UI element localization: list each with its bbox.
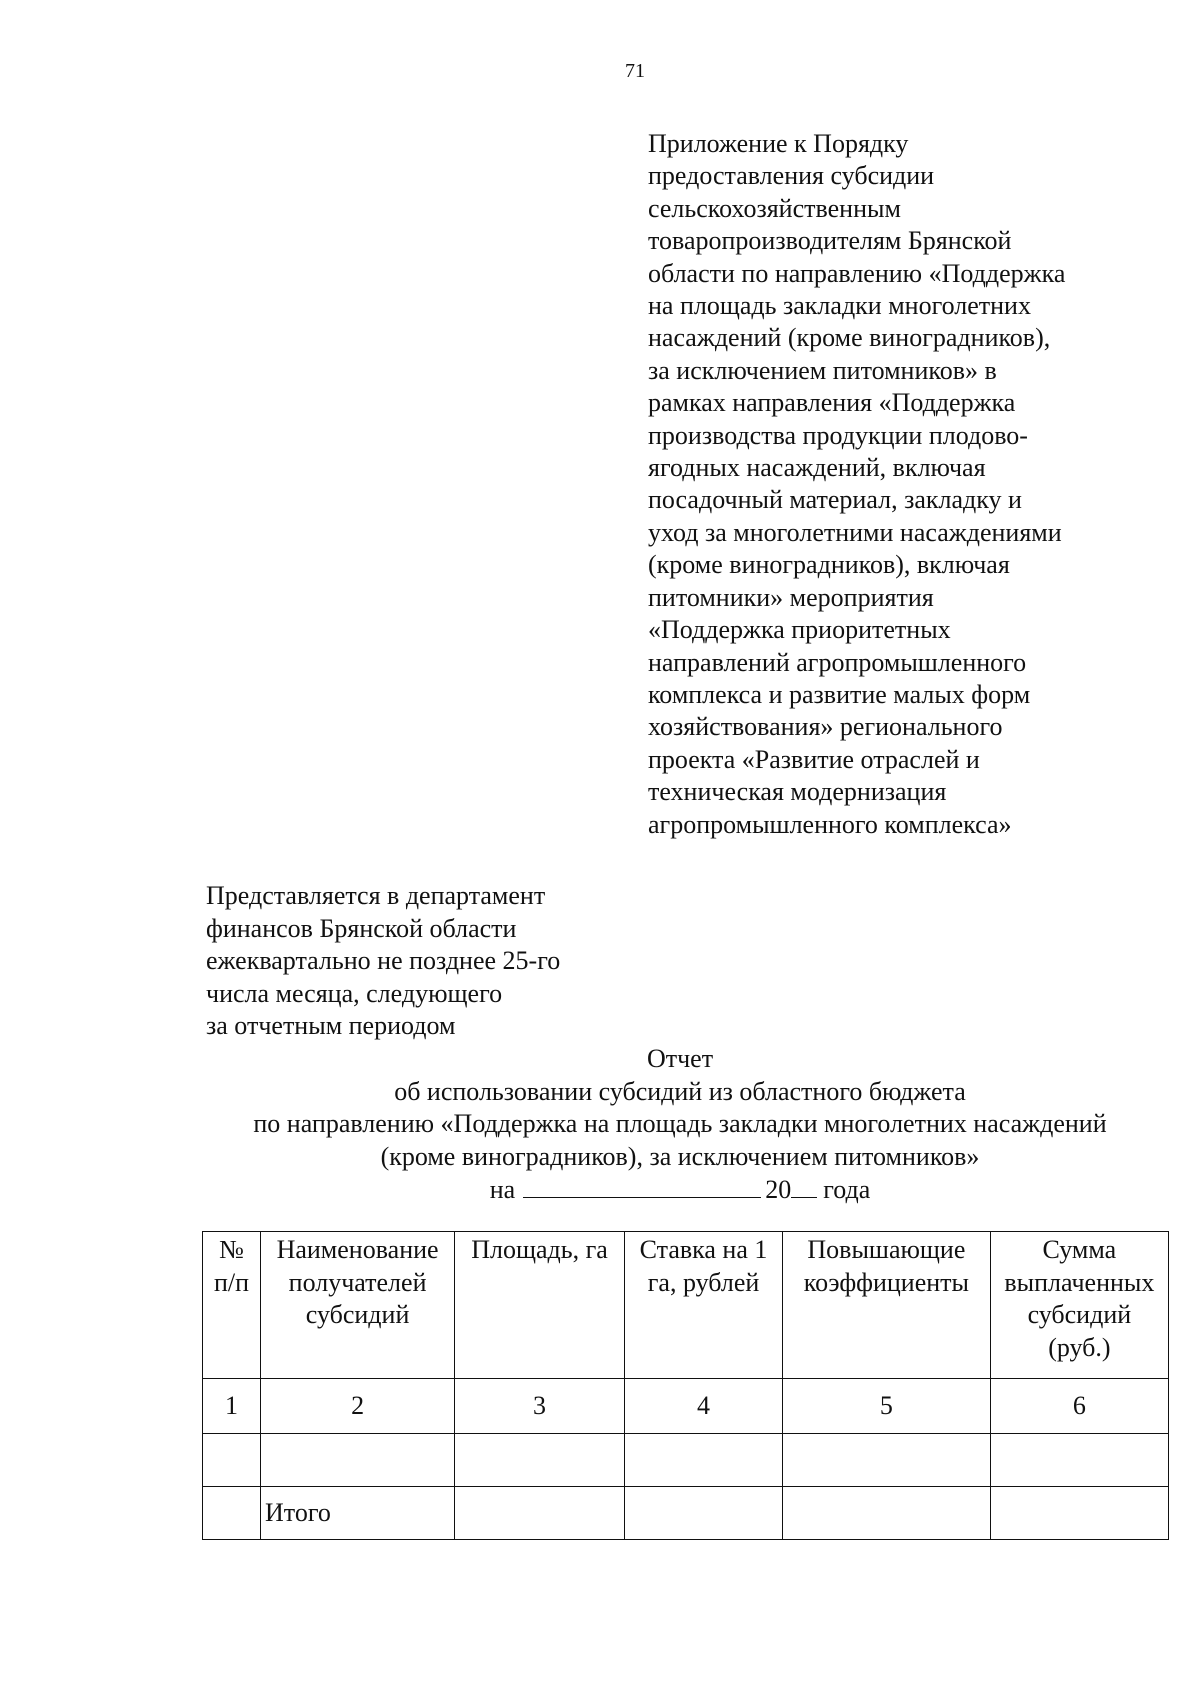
submission-line: ежеквартально не позднее 25-го — [206, 946, 561, 975]
table-cell[interactable] — [990, 1434, 1168, 1487]
appendix-line: производства продукции плодово- — [648, 420, 1028, 450]
table-cell[interactable] — [783, 1434, 991, 1487]
table-cell[interactable] — [455, 1434, 625, 1487]
table-cell[interactable] — [261, 1434, 455, 1487]
table-cell[interactable] — [203, 1487, 261, 1540]
appendix-line: области по направлению «Поддержка — [648, 258, 1066, 288]
table-cell[interactable] — [624, 1487, 782, 1540]
appendix-line: Приложение к Порядку — [648, 129, 909, 158]
total-row — [203, 1487, 1169, 1540]
appendix-line: «Поддержка приоритетных — [648, 615, 951, 645]
header-text: субсидий — [305, 1300, 410, 1329]
header-rate — [624, 1232, 782, 1379]
header-paid-amount — [990, 1232, 1168, 1379]
appendix-line: рамках направления «Поддержка — [648, 388, 1016, 418]
header-text: (руб.) — [1048, 1332, 1111, 1362]
appendix-line: агропромышленного комплекса» — [648, 809, 1012, 839]
report-subtitle-line: (кроме виноградников), за исключением питомников» — [380, 1141, 980, 1171]
year-blank-field[interactable] — [791, 1173, 817, 1198]
submission-line: Представляется в департамент — [206, 881, 546, 910]
table-row — [203, 1434, 1169, 1487]
header-recipient-name — [261, 1232, 455, 1379]
header-number — [203, 1232, 261, 1379]
page-number: 71 — [625, 60, 645, 82]
appendix-line: товаропроизводителям Брянской — [648, 226, 1012, 256]
report-title — [180, 1043, 1180, 1207]
appendix-line: ягодных насаждений, включая — [648, 453, 986, 483]
table-cell[interactable] — [203, 1434, 261, 1487]
table-cell[interactable] — [990, 1487, 1168, 1540]
submission-note — [206, 880, 646, 1043]
report-subtitle-line: по направлению «Поддержка на площадь закладки многолетних насаждений — [253, 1109, 1107, 1138]
header-text: коэффициенты — [803, 1267, 970, 1297]
column-number-cell: 4 — [624, 1379, 782, 1434]
appendix-line: проекта «Развитие отраслей и — [648, 744, 980, 774]
table-header-row — [203, 1232, 1169, 1379]
appendix-line: насаждений (кроме виноградников), — [648, 323, 1051, 353]
report-subtitle-line: об использовании субсидий из областного бюджета — [394, 1076, 966, 1106]
appendix-line: за исключением питомников» в — [648, 355, 997, 385]
report-date-line — [180, 1173, 1180, 1207]
column-number-cell: 1 — [203, 1379, 261, 1434]
submission-line: числа месяца, следующего — [206, 978, 503, 1008]
appendix-line: посадочный материал, закладку и — [648, 485, 1022, 515]
submission-line: за отчетным периодом — [206, 1011, 456, 1040]
year-suffix: года — [823, 1175, 871, 1204]
appendix-line: уход за многолетними насаждениями — [648, 517, 1062, 547]
date-prefix: на — [489, 1175, 516, 1204]
column-number-cell: 3 — [455, 1379, 625, 1434]
header-text: выплаченных — [1004, 1267, 1155, 1297]
header-text: субсидий — [1027, 1300, 1132, 1329]
column-number-cell: 6 — [990, 1379, 1168, 1434]
header-text: Ставка на 1 — [639, 1235, 768, 1264]
appendix-line: хозяйствования» регионального — [648, 712, 1003, 742]
header-coefficients — [783, 1232, 991, 1379]
table-cell[interactable] — [455, 1487, 625, 1540]
report-table — [202, 1231, 1169, 1540]
submission-line: финансов Брянской области — [206, 913, 517, 943]
appendix-line: сельскохозяйственным — [648, 193, 901, 223]
header-text: № — [219, 1235, 244, 1264]
header-text: Повышающие — [807, 1235, 966, 1264]
report-heading: Отчет — [646, 1044, 714, 1073]
appendix-line: на площадь закладки многолетних — [648, 291, 1031, 321]
date-blank-field[interactable] — [523, 1173, 761, 1198]
appendix-line: (кроме виноградников), включая — [648, 550, 1010, 580]
appendix-line: питомники» мероприятия — [648, 582, 934, 612]
appendix-line: предоставления субсидии — [648, 161, 935, 191]
header-text: получателей — [288, 1267, 427, 1297]
year-prefix: 20 — [765, 1175, 792, 1204]
header-area — [455, 1232, 625, 1379]
appendix-line: техническая модернизация — [648, 777, 947, 807]
header-text: Площадь, га — [471, 1235, 608, 1264]
header-text: га, рублей — [647, 1267, 760, 1297]
table-cell[interactable] — [624, 1434, 782, 1487]
total-label: Итого — [261, 1487, 455, 1540]
appendix-line: комплекса и развитие малых форм — [648, 679, 1031, 709]
header-text: Сумма — [1042, 1235, 1117, 1264]
column-number-cell: 2 — [261, 1379, 455, 1434]
column-number-row — [203, 1379, 1169, 1434]
appendix-note — [648, 128, 1128, 841]
header-text: п/п — [213, 1267, 250, 1297]
appendix-line: направлений агропромышленного — [648, 647, 1027, 677]
header-text: Наименование — [276, 1235, 439, 1264]
table-cell[interactable] — [783, 1487, 991, 1540]
column-number-cell: 5 — [783, 1379, 991, 1434]
